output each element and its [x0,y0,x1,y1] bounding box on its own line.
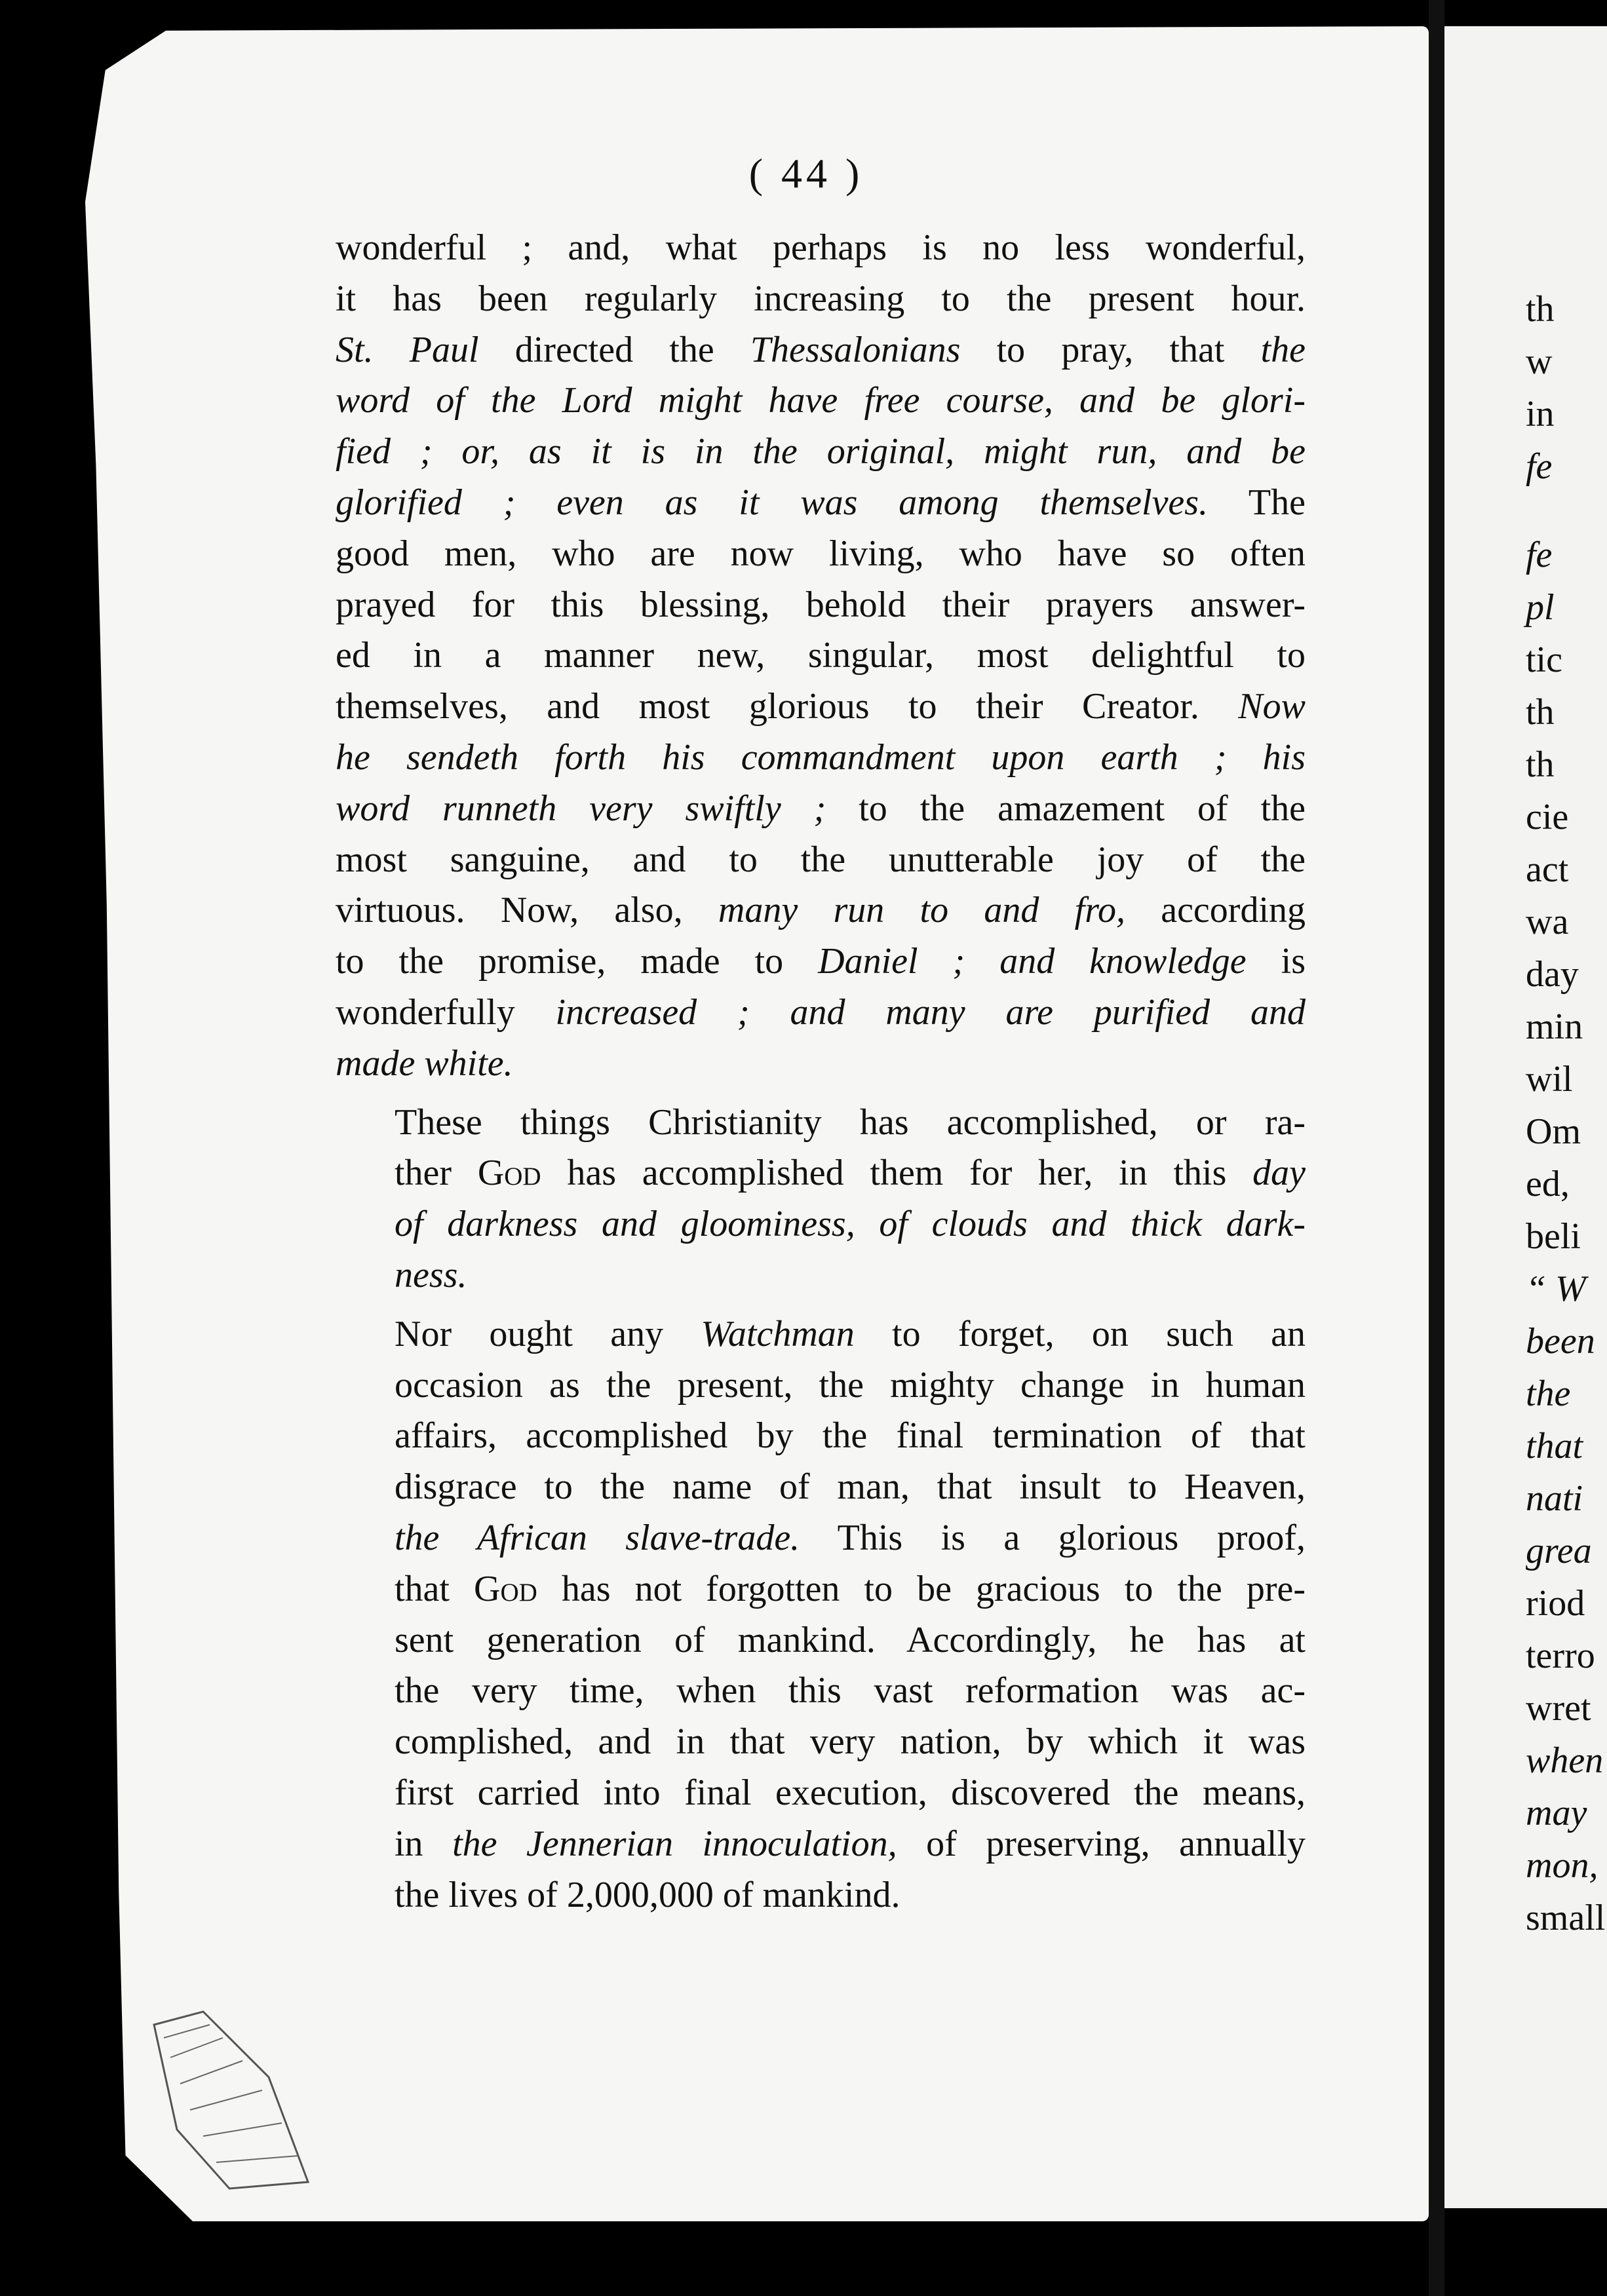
right-page-fragment: nati [1526,1478,1583,1519]
text-run: This is a glorious proof, [800,1517,1306,1558]
right-page-fragment: wil [1526,1059,1573,1100]
text-run: he sendeth forth his commandment upon earth ; his [336,737,1306,778]
text-run: wonderful ; and, what perhaps is no less wonderful, [336,227,1306,268]
text-run: has accomplished them for her, in this [541,1153,1253,1194]
text-line [336,630,1306,681]
text-run: Daniel ; and knowledge [818,941,1247,982]
right-page-fragment: th [1526,289,1555,330]
text-line [336,936,1306,987]
text-line [336,1564,1306,1615]
text-run: made white. [336,1043,513,1084]
text-run: fied ; or, as it is in the original, might run, and be [336,431,1306,472]
text-line [336,1098,1306,1149]
text-run: wonderfully [336,991,556,1033]
right-page-fragment: ed, [1526,1164,1570,1204]
text-line [336,784,1306,835]
text-run: of preserving, annually [897,1823,1306,1864]
text-run: good men, who are now living, who have so often [336,533,1306,574]
text-run: it has been regularly increasing to the present hour. [336,278,1306,319]
text-run: according [1125,890,1306,931]
text-run: the lives of 2,000,000 of mankind. [395,1874,900,1915]
text-line [336,835,1306,886]
book-gutter [1429,0,1444,2296]
right-page-fragment: small [1526,1898,1606,1938]
text-line [336,1666,1306,1717]
text-line [336,987,1306,1039]
text-line [336,1870,1306,1921]
text-line [336,1309,1306,1360]
text-run: God [477,1153,541,1194]
text-line [336,1039,1306,1090]
text-line [336,580,1306,631]
text-run: disgrace to the name of man, that insult to Heaven, [395,1466,1306,1508]
text-run: to the amazement of the [826,788,1306,829]
text-run: the Jennerian innoculation, [452,1823,897,1864]
text-line [336,1819,1306,1870]
text-run: affairs, accomplished by the final termination of that [395,1415,1306,1457]
text-run: that [395,1568,474,1609]
text-run: increased ; and many are purified and [555,991,1306,1033]
text-line [336,1199,1306,1250]
text-line [336,274,1306,325]
text-run: complished, and in that very nation, by which it was [395,1721,1306,1763]
right-page-fragment: pl [1526,587,1555,628]
text-run: ness. [395,1254,467,1295]
text-line [336,1513,1306,1564]
text-run: has not forgotten to be gracious to the pre- [537,1568,1306,1609]
text-run: many run to and fro, [718,890,1125,931]
page-number: ( 44 ) [748,150,864,197]
text-line [336,1462,1306,1513]
right-page-fragment: min [1526,1006,1583,1047]
text-run: most sanguine, and to the unutterable joy of the [336,839,1306,880]
right-page-fragment: tic [1526,640,1562,680]
text-line [336,1768,1306,1819]
right-page-fragment: “ W [1526,1269,1586,1309]
right-page-fragment: may [1526,1793,1587,1833]
text-run: virtuous. Now, also, [336,890,718,931]
text-line [336,681,1306,733]
text-run: the [1260,329,1306,370]
text-run: Nor ought any [395,1313,701,1354]
right-page-fragment: wret [1526,1688,1591,1729]
text-line [336,223,1306,274]
right-page-fragment: fe [1526,535,1553,575]
right-page-fragment: wa [1526,902,1569,942]
text-run: occasion as the present, the mighty change in human [395,1364,1306,1406]
text-run: the African slave-trade. [395,1517,800,1558]
text-run: The [1208,482,1306,523]
text-run: is [1246,941,1306,982]
text-run: These things Christianity has accomplished, or ra- [395,1101,1306,1143]
text-run: word of the Lord might have free course, and be glori- [336,380,1306,421]
text-line [336,1615,1306,1666]
right-page-fragment: day [1526,954,1579,995]
text-run: ther [395,1153,478,1194]
right-page-fragment: w [1526,341,1553,382]
torn-corner-decoration [151,1999,315,2195]
text-run: directed the [478,329,750,370]
text-line [336,1148,1306,1199]
text-line [336,1411,1306,1462]
text-run: sent generation of mankind. Accordingly, he has at [395,1619,1306,1660]
text-run: St. Paul [336,329,479,370]
right-page-fragment: beli [1526,1216,1581,1257]
right-page-fragment: th [1526,692,1555,733]
text-run: to the promise, made to [336,941,819,982]
text-run: themselves, and most glorious to their Creator. [336,686,1239,727]
text-run: Now [1238,686,1306,727]
text-run: to pray, that [960,329,1261,370]
right-page-fragment: riod [1526,1583,1585,1624]
right-page-fragment: when [1526,1740,1604,1781]
text-line [336,1360,1306,1411]
text-run: in [395,1823,453,1864]
text-run: Watchman [701,1313,855,1354]
right-page-fragment: mon, [1526,1845,1598,1886]
right-page-fragment: been [1526,1321,1595,1362]
right-page-fragment: cie [1526,797,1569,837]
body-text [336,223,1306,1921]
text-line [336,478,1306,529]
right-page-fragment: terro [1526,1636,1595,1676]
paragraph [336,223,1306,1090]
right-page-fragment: fe [1526,446,1553,487]
text-line [336,885,1306,936]
text-line [336,427,1306,478]
text-run: glorified ; even as it was among themselves. [336,482,1209,523]
text-run: of darkness and gloominess, of clouds and thick dark- [395,1204,1306,1245]
text-run: day [1252,1153,1306,1194]
text-run: the very time, when this vast reformation was ac- [395,1670,1306,1712]
right-page-fragment: Om [1526,1111,1581,1152]
text-line [336,1717,1306,1768]
text-line [336,529,1306,580]
text-line [336,733,1306,784]
text-run: prayed for this blessing, behold their prayers answer- [336,584,1306,625]
right-page-fragment: act [1526,849,1569,890]
text-run: first carried into final execution, discovered the means, [395,1772,1306,1813]
text-run: God [474,1568,537,1609]
text-line [336,375,1306,427]
text-line [336,1250,1306,1301]
right-page-fragment: in [1526,394,1555,434]
right-page-fragment: that [1526,1426,1583,1466]
text-line [336,325,1306,376]
right-page-fragment: th [1526,744,1555,785]
right-page-fragment: grea [1526,1531,1592,1571]
text-run: to forget, on such an [854,1313,1306,1354]
paragraph [336,1098,1306,1301]
paragraph [336,1309,1306,1921]
text-run: ed in a manner new, singular, most delightful to [336,635,1306,676]
text-run: word runneth very swiftly ; [336,788,826,829]
right-page-fragment: the [1526,1373,1571,1414]
text-run: Thessalonians [750,329,961,370]
